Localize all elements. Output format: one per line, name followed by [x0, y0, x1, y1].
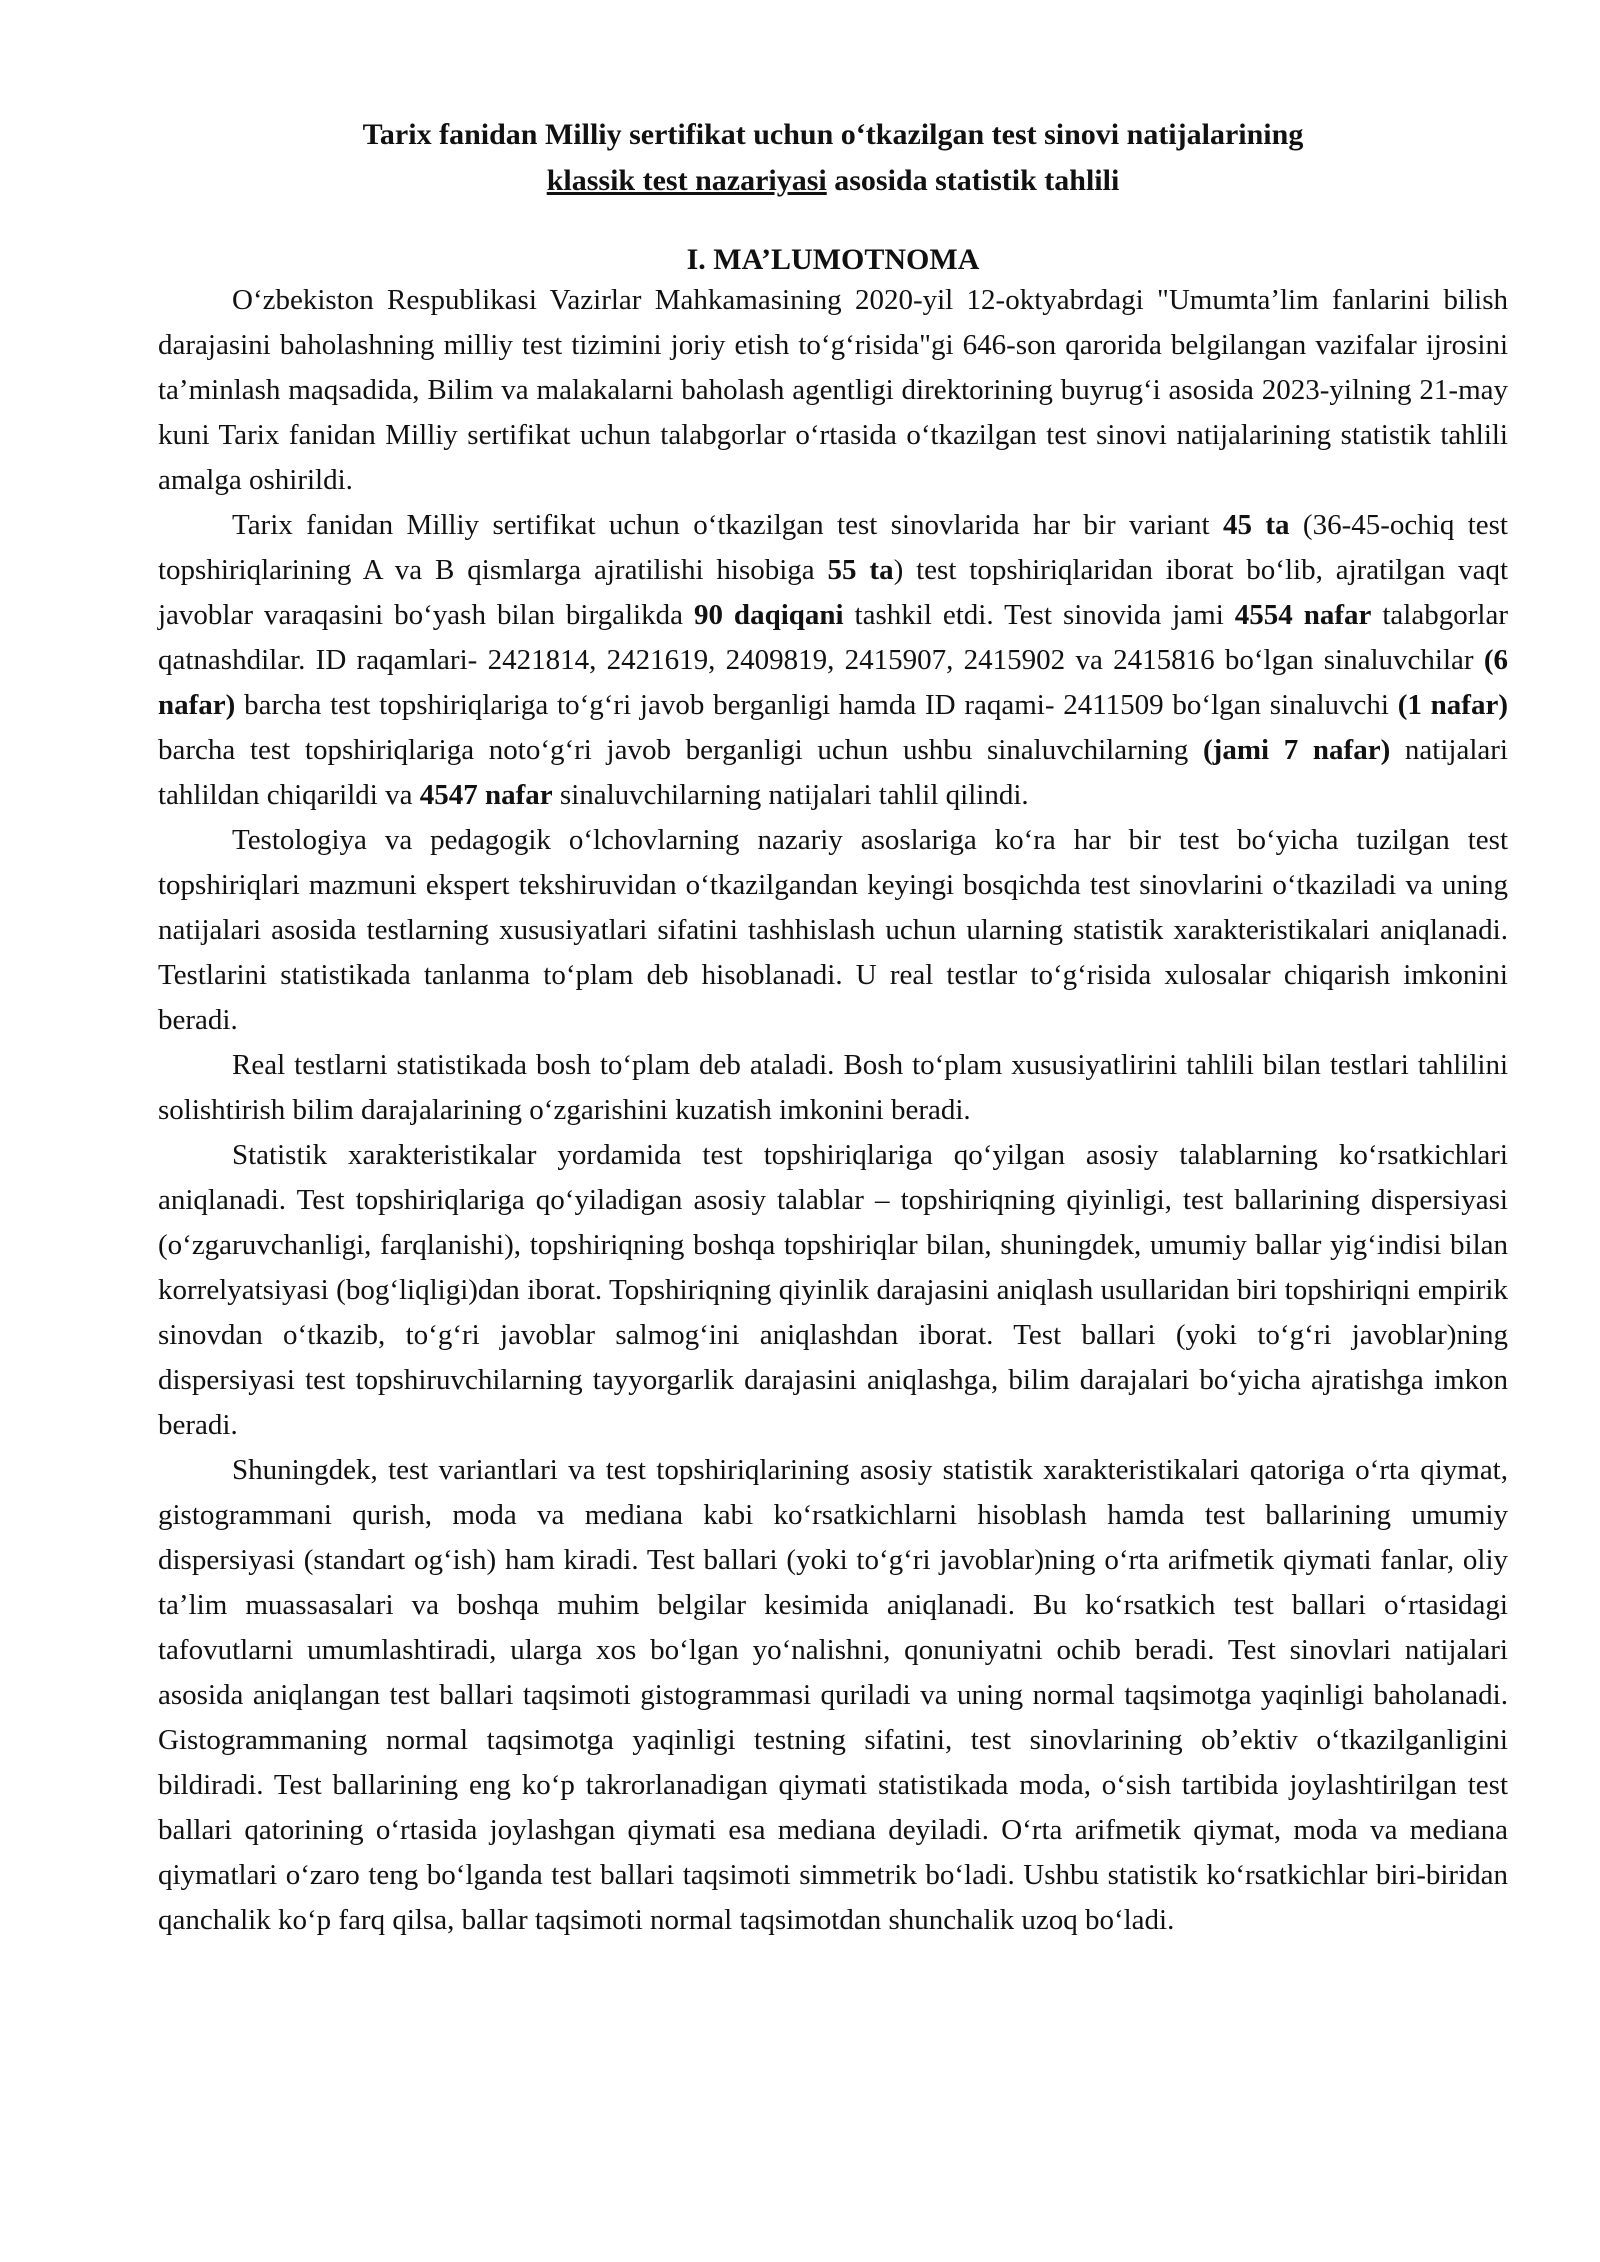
title-line-2 [158, 158, 1508, 204]
paragraph-2 [158, 503, 1508, 818]
text-run: ) test topshiriqlaridan iborat bo‘lib, ajratilgan vaqt javoblar varaqasini bo‘yash bilan birgalikda [158, 554, 1509, 631]
document-title [158, 112, 1508, 204]
paragraph-5 [158, 1133, 1508, 1448]
text-run: Tarix fanidan Milliy sertifikat uchun o‘tkazilgan test sinovlarida har bir variant [232, 509, 1223, 541]
section-heading: I. MA’LUMOTNOMA [686, 243, 980, 276]
bold-run: (jami 7 nafar) [1203, 734, 1391, 766]
text-run: Testologiya va pedagogik o‘lchovlarning nazariy asoslariga ko‘ra har bir test bo‘yicha tuzilgan test topshiriqlari mazmuni ekspert tekshiruvidan o‘tkazilgandan keyingi bosqichda test sinovlarini o‘tkaziladi va uning natijalari asosida testlarning xususiyatlari sifatini tashhislash uchun ularning statistik xarakteristikalari aniqlanadi. Testlarini statistikada tanlanma to‘plam deb hisoblanadi. U real testlar to‘g‘risida xulosalar chiqarish imkonini beradi. [158, 824, 1508, 1036]
text-run: talabgorlar qatnashdilar. ID raqamlari- 2421814, 2421619, 2409819, 2415907, 2415902 va 2415816 bo‘lgan sinaluvchilar [158, 599, 1508, 676]
text-run: tashkil etdi. Test sinovida jami [843, 599, 1235, 631]
bold-run: (6 nafar) [158, 644, 1508, 721]
title-underlined-phrase: klassik test nazariyasi [546, 164, 827, 197]
text-run: Shuningdek, test variantlari va test topshiriqlarining asosiy statistik xarakteristikalari qatoriga o‘rta qiymat, gistogrammani qurish, moda va mediana kabi ko‘rsatkichlarni hisoblash hamda test ballarining umumiy dispersiyasi (standart og‘ish) ham kiradi. Test ballari (yoki to‘g‘ri javoblar)ning o‘rta arifmetik qiymati fanlar, oliy ta’lim muassasalari va boshqa muhim belgilar kesimida aniqlanadi. Bu ko‘rsatkich test ballari o‘rtasidagi tafovutlarni umumlashtiradi, ularga xos bo‘lgan yo‘nalishni, qonuniyatni ochib beradi. Test sinovlari natijalari asosida aniqlangan test ballari taqsimoti gistogrammasi quriladi va uning normal taqsimotga yaqinligi baholanadi. Gistogrammaning normal taqsimotga yaqinligi testning sifatini, test sinovlarining ob’ektiv o‘tkazilganligini bildiradi. Test ballarining eng ko‘p takrorlanadigan qiymati statistikada moda, o‘sish tartibida joylashtirilgan test ballari qatorining o‘rtasida joylashgan qiymati esa mediana deyiladi. O‘rta arifmetik qiymat, moda va mediana qiymatlari o‘zaro teng bo‘lganda test ballari taqsimoti simmetrik bo‘ladi. Ushbu statistik ko‘rsatkichlar biri-biridan qanchalik ko‘p farq qilsa, ballar taqsimoti normal taqsimotdan shunchalik uzoq bo‘ladi. [158, 1454, 1508, 1936]
bold-run: 4554 nafar [1234, 599, 1372, 631]
text-run: natijalari tahlildan chiqarildi va [158, 734, 1508, 811]
bold-run: (1 nafar) [1397, 689, 1508, 721]
paragraph-6 [158, 1448, 1508, 1943]
paragraph-1 [158, 278, 1508, 503]
body-text [158, 278, 1508, 1943]
text-run: barcha test topshiriqlariga noto‘g‘ri javob berganligi uchun ushbu sinaluvchilarning [158, 734, 1203, 766]
title-line-1: Tarix fanidan Milliy sertifikat uchun o‘tkazilgan test sinovi natijalarining [362, 118, 1304, 151]
paragraph-4 [158, 1043, 1508, 1133]
text-run: Real testlarni statistikada bosh to‘plam deb ataladi. Bosh to‘plam xususiyatlirini tahlili bilan testlari tahlilini solishtirish bilim darajalarining o‘zgarishini kuzatish imkonini beradi. [158, 1049, 1508, 1126]
text-run: (36-45-ochiq test topshiriqlarining A va B qismlarga ajratilishi hisobiga [158, 509, 1508, 586]
paragraph-3 [158, 818, 1508, 1043]
text-run: Statistik xarakteristikalar yordamida test topshiriqlariga qo‘yilgan asosiy talablarning ko‘rsatkichlari aniqlanadi. Test topshiriqlariga qo‘yiladigan asosiy talablar – topshiriqning qiyinligi, test ballarining dispersiyasi (o‘zgaruvchanligi, farqlanishi), topshiriqning boshqa topshiriqlar bilan, shuningdek, umumiy ballar yig‘indisi bilan korrelyatsiyasi (bog‘liqligi)dan iborat. Topshiriqning qiyinlik darajasini aniqlash usullaridan biri topshiriqni empirik sinovdan o‘tkazib, to‘g‘ri javoblar salmog‘ini aniqlashdan iborat. Test ballari (yoki to‘g‘ri javoblar)ning dispersiyasi test topshiruvchilarning tayyorgarlik darajasini aniqlashga, bilim darajalari bo‘yicha ajratishga imkon beradi. [158, 1139, 1508, 1441]
bold-run: 55 ta [827, 554, 894, 586]
title-line-2-rest: asosida statistik tahlili [826, 164, 1120, 197]
bold-run: 45 ta [1222, 509, 1290, 541]
text-run: barcha test topshiriqlariga to‘g‘ri javob berganligi hamda ID raqami- 2411509 bo‘lgan sinaluvchi [235, 689, 1398, 721]
text-run: sinaluvchilarning natijalari tahlil qilindi. [552, 779, 1029, 811]
bold-run: 4547 nafar [419, 779, 553, 811]
text-run: O‘zbekiston Respublikasi Vazirlar Mahkamasining 2020-yil 12-oktyabrdagi "Umumta’lim fanlarini bilish darajasini baholashning milliy test tizimini joriy etish to‘g‘risida"gi 646-son qarorida belgilangan vazifalar ijrosini ta’minlash maqsadida, Bilim va malakalarni baholash agentligi direktorining buyrug‘i asosida 2023-yilning 21-may kuni Tarix fanidan Milliy sertifikat uchun talabgorlar o‘rtasida o‘tkazilgan test sinovi natijalarining statistik tahlili amalga oshirildi. [158, 284, 1508, 496]
bold-run: 90 daqiqani [693, 599, 844, 631]
